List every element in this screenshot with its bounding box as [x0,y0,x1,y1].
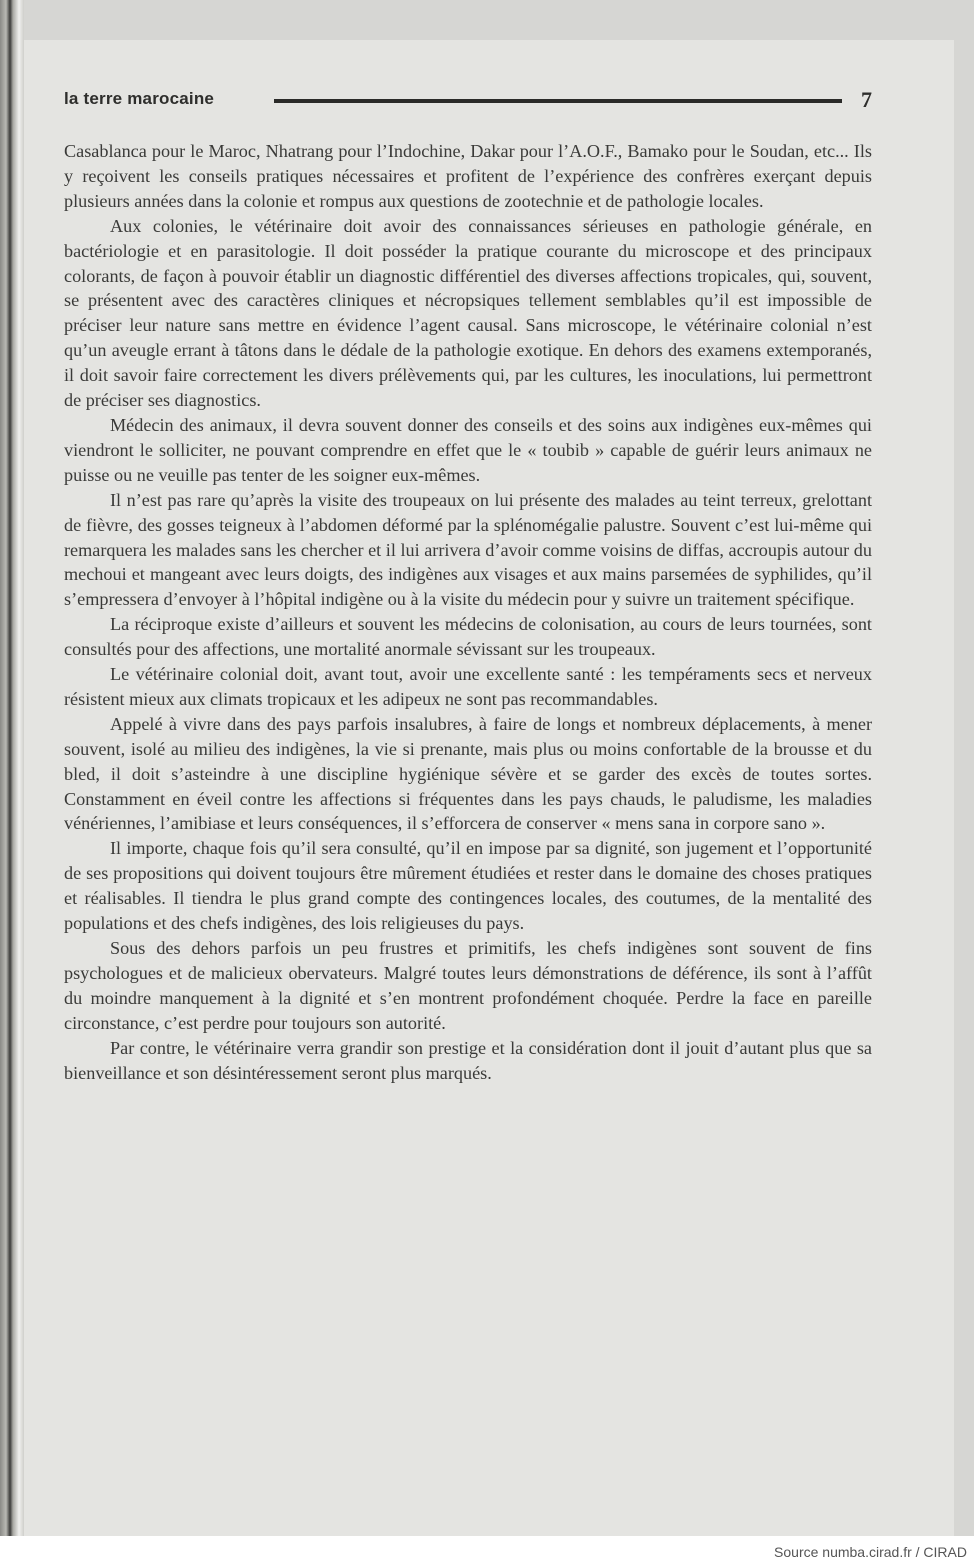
book-spine-edge [0,0,24,1536]
paragraph: Par contre, le vétérinaire verra grandir son prestige et la considération dont il jouit d’autant plus que sa bienveillance et son désintéressement seront plus marqués. [64,1037,872,1083]
paragraph: La réciproque existe d’ailleurs et souvent les médecins de colonisation, au cours de leurs tournées, sont consultés pour des affections, une mortalité anormale sévissant sur les troupeaux. [64,614,872,660]
paragraph: Il importe, chaque fois qu’il sera consulté, qu’il en impose par sa dignité, son jugement et l’opportunité de ses propositions qui doivent toujours être mûrement étudiées et rester dans le domaine des choses pratiques et réalisables. Il tiendra le plus grand compte des contingences locales, des coutumes, de la mentalité des populations et des chefs indigènes, des lois religieuses du pays. [64,838,872,934]
paragraph: Appelé à vivre dans des pays parfois insalubres, à faire de longs et nombreux déplacements, à mener souvent, isolé au milieu des indigènes, la vie si prenante, mais plus ou moins confortable de la brousse et du bled, il doit s’asteindre à une discipline hygiénique sévère et se garder des excès de toutes sortes. Constamment en éveil contre les affections si fréquentes dans les pays chauds, le paludisme, les maladies vénériennes, l’amibiase et leurs conséquences, il s’efforcera de conserver « mens sana in corpore sano ». [64,713,872,834]
paragraph: Le vétérinaire colonial doit, avant tout, avoir une excellente santé : les tempéraments secs et nerveux résistent mieux aux climats tropicaux et les adipeux ne sont pas recommandables. [64,664,872,709]
paragraph: Il n’est pas rare qu’après la visite des troupeaux on lui présente des malades au teint terreux, grelottant de fièvre, des gosses teigneux à l’abdomen déformé par la splénomégalie palustre. Souvent c’est lui-même qui remarquera les malades sans les chercher et il lui arrivera d’avoir comme voisins de diffas, accroupis autour du mechoui et mangeant avec leurs doigts, des indigènes aux visages et aux mains parsemées de syphilides, qu’il s’empressera d’envoyer à l’hôpital indigène ou à la visite du médecin pour y suivre un traitement spécifique. [64,489,872,610]
paragraph: Médecin des animaux, il devra souvent donner des conseils et des soins aux indigènes eux-mêmes qui viendront le solliciter, ne pouvant comprendre en effet que le « toubib » capable de guérir leurs animaux ne puisse ou ne veuille pas tenter de les soigner eux-mêmes. [64,414,872,485]
paragraph: Aux colonies, le vétérinaire doit avoir des connaissances sérieuses en pathologie générale, en bactériologie et en parasitologie. Il doit posséder la pratique courante du microscope et des principaux colorants, de façon à pouvoir établir un diagnostic différentiel des diverses affections tropicales, qui, souvent, se présentent avec des caractères cliniques et nécropsiques tellement semblables qu’il est impossible de préciser leur nature sans mettre en évidence l’agent causal. Sans microscope, le vétérinaire colonial n’est qu’un aveugle errant à tâtons dans le dédale de la pathologie exotique. En dehors des examens extemporanés, il doit savoir faire correctement les divers prélèvements qui, par les cultures, les inoculations, lui permettront de préciser ses diagnostics. [64,215,872,411]
paragraph: Casablanca pour le Maroc, Nhatrang pour l’Indochine, Dakar pour l’A.O.F., Bamako pour le Soudan, etc... Ils y reçoivent les conseils pratiques nécessaires et profitent de l’expérience des confrères exerçant depuis plusieurs années dans la colonie et rompus aux questions de zootechnie et de pathologie locales. [64,141,872,211]
body-text [64,139,872,1085]
paragraph: Sous des dehors parfois un peu frustres et primitifs, les chefs indigènes sont souvent de fins psychologues et de malicieux obervateurs. Malgré toutes leurs démonstrations de déférence, ils sont à l’affût du moindre manquement à la dignité et s’en montrent profondément choquée. Perdre la face en pareille circonstance, c’est perdre pour toujours son autorité. [64,938,872,1033]
source-credit: Source numba.cirad.fr / CIRAD [774,1544,967,1560]
page-number: 7 [861,87,872,112]
running-title: la terre marocaine [64,89,215,108]
header-rule [274,99,842,103]
page-header [64,87,876,115]
